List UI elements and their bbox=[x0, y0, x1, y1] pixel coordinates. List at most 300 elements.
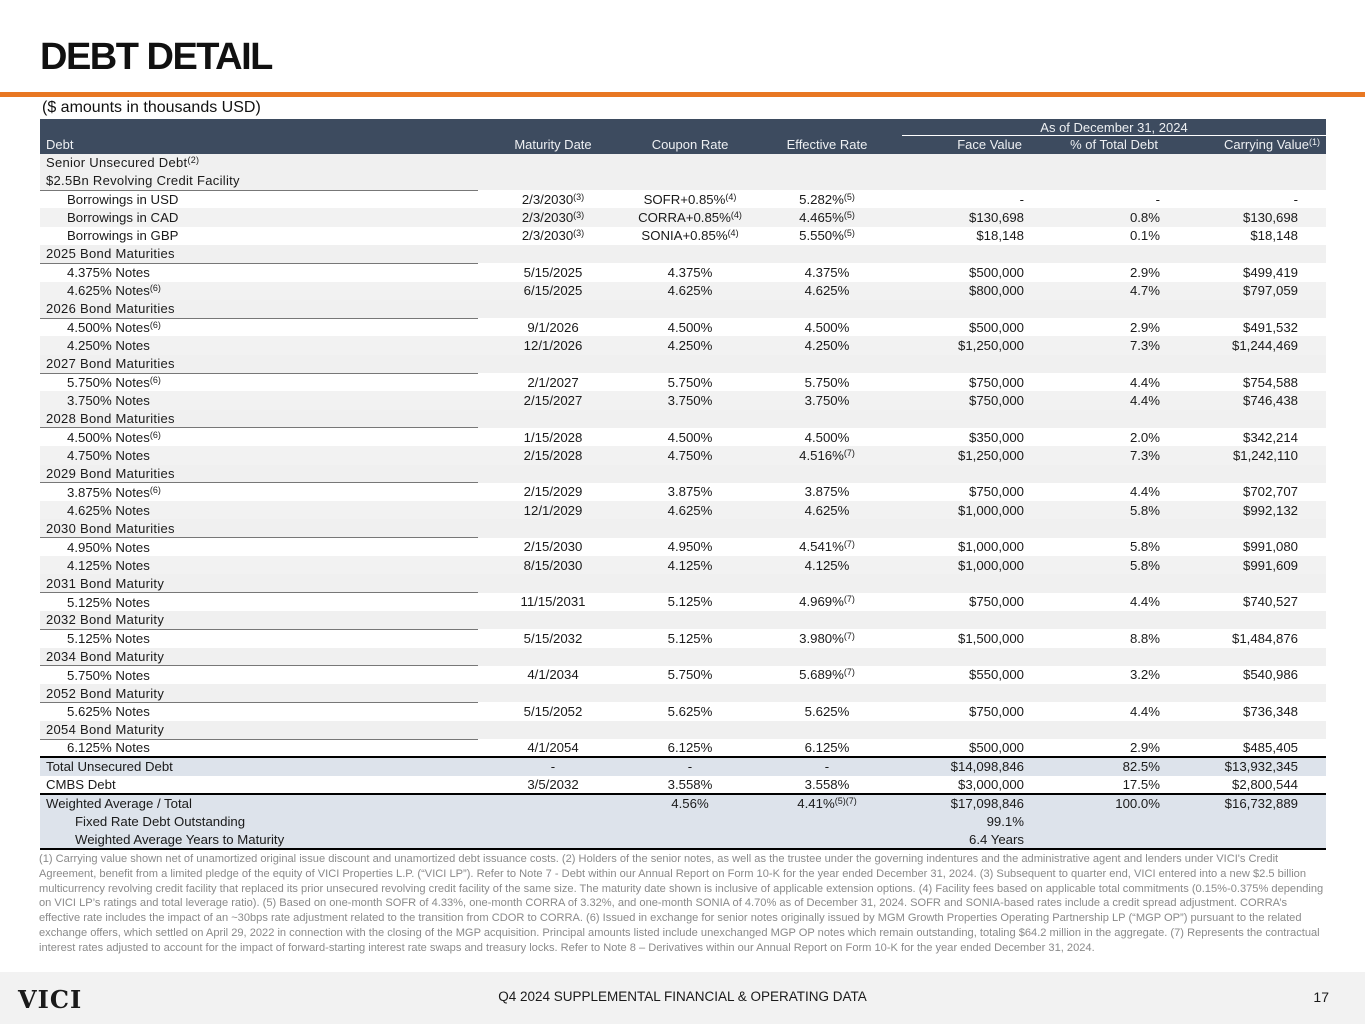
section-row bbox=[40, 648, 1326, 666]
debt-name-cell bbox=[40, 282, 478, 300]
effective-rate-cell bbox=[752, 519, 902, 537]
debt-name-cell bbox=[40, 172, 478, 190]
maturity-cell-text: 4/1/2034 bbox=[527, 667, 579, 683]
debt-name-cell-text: 4.375% Notes bbox=[67, 265, 150, 281]
coupon-cell-text: 5.125% bbox=[667, 594, 713, 610]
table-header bbox=[40, 119, 1326, 154]
debt-name-cell-text: Total Unsecured Debt bbox=[46, 759, 173, 775]
effective-rate-cell-text: 4.541% bbox=[799, 539, 844, 555]
debt-name-cell-text: $2.5Bn Revolving Credit Facility bbox=[46, 173, 240, 189]
pct-total-cell bbox=[1028, 263, 1164, 281]
maturity-cell-text: 6/15/2025 bbox=[523, 283, 583, 299]
maturity-cell bbox=[478, 190, 628, 208]
debt-name-cell bbox=[40, 336, 478, 354]
pct-total-cell-text: 3.2% bbox=[1129, 667, 1160, 683]
carrying-value-cell bbox=[1164, 428, 1326, 446]
pct-total-cell bbox=[1028, 629, 1164, 647]
pct-total-cell bbox=[1028, 538, 1164, 556]
debt-name-cell-text: Borrowings in CAD bbox=[67, 210, 179, 226]
footnote-ref: (2) bbox=[187, 155, 200, 166]
maturity-cell-text: 2/1/2027 bbox=[527, 374, 579, 390]
face-value-cell bbox=[902, 208, 1028, 226]
carrying-value-cell-text: $1,242,110 bbox=[1232, 447, 1298, 463]
coupon-cell bbox=[628, 391, 752, 409]
pct-total-cell bbox=[1028, 830, 1164, 848]
effective-rate-cell bbox=[752, 154, 902, 172]
effective-rate-cell bbox=[752, 611, 902, 629]
debt-name-cell-text: 4.950% Notes bbox=[67, 539, 150, 555]
face-value-cell bbox=[902, 465, 1028, 483]
carrying-value-cell-text: $485,405 bbox=[1242, 740, 1298, 756]
face-value-cell bbox=[902, 190, 1028, 208]
face-value-cell bbox=[902, 794, 1028, 812]
carrying-value-cell bbox=[1164, 702, 1326, 720]
debt-name-cell-text: 2028 Bond Maturities bbox=[46, 411, 175, 427]
pct-total-cell bbox=[1028, 373, 1164, 391]
table-row bbox=[40, 428, 1326, 446]
maturity-cell bbox=[478, 519, 628, 537]
carrying-value-cell bbox=[1164, 812, 1326, 830]
coupon-cell-text: 4.500% bbox=[667, 319, 713, 335]
debt-name-cell bbox=[40, 629, 478, 647]
carrying-value-cell bbox=[1164, 410, 1326, 428]
debt-name-cell-text: 2027 Bond Maturities bbox=[46, 356, 175, 372]
effective-rate-cell bbox=[752, 666, 902, 684]
section-row bbox=[40, 574, 1326, 592]
carrying-value-cell-text: $13,932,345 bbox=[1224, 759, 1298, 775]
carrying-value-cell-text: - bbox=[1293, 191, 1298, 207]
carrying-value-cell-text: $991,080 bbox=[1242, 539, 1298, 555]
pct-total-cell bbox=[1028, 666, 1164, 684]
table-body bbox=[40, 154, 1326, 849]
coupon-cell-text: CORRA+0.85% bbox=[638, 210, 731, 226]
pct-total-cell bbox=[1028, 556, 1164, 574]
face-value-cell bbox=[902, 227, 1028, 245]
debt-name-cell bbox=[40, 611, 478, 629]
effective-rate-cell bbox=[752, 300, 902, 318]
table-row bbox=[40, 666, 1326, 684]
face-value-cell bbox=[902, 391, 1028, 409]
table-row bbox=[40, 739, 1326, 757]
pct-total-cell bbox=[1028, 648, 1164, 666]
pct-total-cell bbox=[1028, 172, 1164, 190]
footnotes: (1) Carrying value shown net of unamortized original issue discount and unamortized debt issuance costs. (2) Holders of the senior notes, as well as the trustee under the governing indentures and the administrative agent and lenders under VICI's Credit Agreement, benefit from a limited pledge of the equity of VICI Properties L.P. (“VICI LP”). Refer to Note 7 - Debt within our Annual Report on Form 10-K for the year ended December 31, 2024. (3) Subsequent to quarter end, VICI entered into a new $2.5 billion multicurrency revolving credit facility that replaced its prior unsecured revolving credit facility of the same size. The maturity date shown is inclusive of applicable extension options. (4) Facility fees based on applicable total commitments (0.15%-0.375% depending on VICI LP’s ratings and total leverage ratio). (5) Based on one-month SOFR of 4.33%, one-month CORRA of 3.32%, and one-month SONIA of 4.70% as of December 31, 2024. SOFR and SONIA-based rates include a credit spread adjustment. CORRA’s effective rate includes the impact of an ~30bps rate adjustment related to the transition from CDOR to CORRA. (6) Issued in exchange for senior notes originally issued by MGM Growth Properties Operating Partnership LP (“MGP OP”) pursuant to the related exchange offers, which settled on April 29, 2022 in connection with the closing of the MGP acquisition. Principal amounts listed include unexchanged MGP OP notes which remain outstanding, totaling $64.2 million in the aggregate. (7) Represents the contractual interest rates adjusted to account for the impact of forward-starting interest rate swaps and treasury locks. Refer to Note 8 – Derivatives within our Annual Report on Form 10-K for the year ended December 31, 2024. bbox=[39, 853, 1324, 954]
carrying-value-cell-text: $1,484,876 bbox=[1231, 630, 1298, 646]
debt-name-cell bbox=[40, 794, 478, 812]
face-value-cell bbox=[902, 446, 1028, 464]
pct-total-cell bbox=[1028, 300, 1164, 318]
debt-name-cell-text: 5.625% Notes bbox=[67, 704, 150, 720]
effective-rate-cell bbox=[752, 245, 902, 263]
coupon-cell bbox=[628, 538, 752, 556]
effective-rate-cell bbox=[752, 483, 902, 501]
carrying-value-cell bbox=[1164, 318, 1326, 336]
footnote-ref: (3) bbox=[573, 228, 585, 239]
effective-rate-cell bbox=[752, 172, 902, 190]
maturity-cell bbox=[478, 428, 628, 446]
carrying-value-cell bbox=[1164, 629, 1326, 647]
maturity-cell-text: 8/15/2030 bbox=[523, 557, 583, 573]
pct-total-cell bbox=[1028, 483, 1164, 501]
debt-name-cell bbox=[40, 428, 478, 446]
coupon-cell-text: SOFR+0.85% bbox=[643, 191, 726, 207]
effective-rate-cell bbox=[752, 373, 902, 391]
face-value-cell-text: $17,098,846 bbox=[950, 796, 1024, 812]
effective-rate-cell-text: 5.689% bbox=[799, 667, 844, 683]
table-row bbox=[40, 227, 1326, 245]
face-value-cell-text: $1,250,000 bbox=[957, 447, 1024, 463]
debt-name-cell-text: 2026 Bond Maturities bbox=[46, 301, 175, 317]
face-value-cell-text: 99.1% bbox=[986, 813, 1024, 829]
carrying-value-cell-text: $1,244,469 bbox=[1231, 338, 1298, 354]
debt-table-container bbox=[40, 119, 1326, 850]
debt-name-cell bbox=[40, 830, 478, 848]
coupon-cell bbox=[628, 721, 752, 739]
debt-name-cell bbox=[40, 245, 478, 263]
cmbs-row bbox=[40, 776, 1326, 794]
debt-name-cell-text: 4.625% Notes bbox=[67, 283, 150, 299]
pct-total-cell bbox=[1028, 208, 1164, 226]
pct-total-cell bbox=[1028, 154, 1164, 172]
maturity-cell bbox=[478, 154, 628, 172]
pct-total-cell-text: 4.4% bbox=[1129, 594, 1160, 610]
carrying-value-cell-text: $491,532 bbox=[1242, 319, 1298, 335]
face-value-cell-text: $350,000 bbox=[968, 429, 1024, 445]
table-row bbox=[40, 190, 1326, 208]
effective-rate-cell bbox=[752, 593, 902, 611]
face-value-cell-text: $14,098,846 bbox=[950, 759, 1024, 775]
coupon-cell bbox=[628, 227, 752, 245]
pct-total-cell-text: 2.9% bbox=[1129, 740, 1160, 756]
pct-total-cell-text: 0.1% bbox=[1129, 228, 1160, 244]
footnote-ref: (7) bbox=[843, 447, 855, 458]
debt-name-cell bbox=[40, 465, 478, 483]
pct-total-cell-text: 17.5% bbox=[1122, 776, 1160, 792]
debt-name-cell bbox=[40, 593, 478, 611]
table-row bbox=[40, 373, 1326, 391]
face-value-cell bbox=[902, 648, 1028, 666]
maturity-cell-text: - bbox=[550, 759, 556, 775]
carrying-value-cell-text: $342,214 bbox=[1242, 429, 1298, 445]
face-value-cell-text: $750,000 bbox=[968, 374, 1024, 390]
weighted-average-subrow bbox=[40, 812, 1326, 830]
table-row bbox=[40, 501, 1326, 519]
maturity-cell-text: 2/3/2030 bbox=[521, 191, 574, 207]
carrying-value-cell-text: $746,438 bbox=[1242, 393, 1298, 408]
pct-total-cell bbox=[1028, 593, 1164, 611]
face-value-cell-text: - bbox=[1019, 191, 1024, 207]
table-row bbox=[40, 483, 1326, 501]
coupon-cell bbox=[628, 684, 752, 702]
coupon-cell-text: 4.125% bbox=[667, 557, 713, 573]
footnote-ref: (5) bbox=[843, 191, 855, 202]
page-title: DEBT DETAIL bbox=[40, 36, 272, 78]
effective-rate-cell-text: 5.282% bbox=[799, 191, 844, 207]
coupon-cell bbox=[628, 574, 752, 592]
effective-rate-cell bbox=[752, 446, 902, 464]
maturity-cell bbox=[478, 702, 628, 720]
coupon-cell-text: 4.750% bbox=[667, 447, 713, 463]
footer-title: Q4 2024 SUPPLEMENTAL FINANCIAL & OPERATING DATA bbox=[498, 989, 867, 1004]
carrying-value-cell bbox=[1164, 446, 1326, 464]
maturity-cell bbox=[478, 501, 628, 519]
face-value-cell-text: $550,000 bbox=[968, 667, 1024, 683]
maturity-cell bbox=[478, 282, 628, 300]
debt-name-cell bbox=[40, 556, 478, 574]
carrying-value-cell-text: $991,609 bbox=[1242, 557, 1298, 573]
maturity-cell bbox=[478, 336, 628, 354]
pct-total-cell-text: 5.8% bbox=[1129, 539, 1160, 555]
table-row bbox=[40, 336, 1326, 354]
effective-rate-cell-text: - bbox=[824, 759, 830, 775]
pct-total-cell-text: 7.3% bbox=[1129, 447, 1160, 463]
face-value-cell bbox=[902, 739, 1028, 757]
debt-name-cell bbox=[40, 684, 478, 702]
effective-rate-cell bbox=[752, 629, 902, 647]
pct-total-cell-text: 2.0% bbox=[1129, 429, 1160, 445]
carrying-value-cell bbox=[1164, 721, 1326, 739]
coupon-cell bbox=[628, 483, 752, 501]
effective-rate-cell bbox=[752, 556, 902, 574]
maturity-cell bbox=[478, 410, 628, 428]
section-row bbox=[40, 154, 1326, 172]
section-row bbox=[40, 465, 1326, 483]
maturity-cell-text: 5/15/2052 bbox=[523, 704, 583, 720]
debt-name-cell-text: Borrowings in USD bbox=[67, 191, 179, 207]
debt-name-cell-text: 2025 Bond Maturities bbox=[46, 246, 175, 262]
effective-rate-cell bbox=[752, 574, 902, 592]
face-value-cell bbox=[902, 556, 1028, 574]
section-row bbox=[40, 611, 1326, 629]
face-value-cell-text: $1,500,000 bbox=[957, 630, 1024, 646]
effective-rate-cell-text: 5.550% bbox=[799, 228, 844, 244]
effective-rate-cell bbox=[752, 538, 902, 556]
pct-total-cell bbox=[1028, 465, 1164, 483]
carrying-value-cell bbox=[1164, 519, 1326, 537]
face-value-cell-text: $1,000,000 bbox=[957, 502, 1024, 518]
carrying-value-cell-text: $736,348 bbox=[1242, 704, 1298, 720]
debt-name-cell bbox=[40, 648, 478, 666]
debt-name-cell bbox=[40, 300, 478, 318]
coupon-cell-text: 4.500% bbox=[667, 429, 713, 445]
carrying-value-cell bbox=[1164, 574, 1326, 592]
section-row bbox=[40, 300, 1326, 318]
maturity-cell bbox=[478, 300, 628, 318]
effective-rate-cell bbox=[752, 227, 902, 245]
table-row bbox=[40, 318, 1326, 336]
carrying-value-cell-text: $754,588 bbox=[1242, 374, 1298, 390]
weighted-average-row bbox=[40, 794, 1326, 812]
pct-total-cell bbox=[1028, 227, 1164, 245]
section-row bbox=[40, 245, 1326, 263]
pct-total-cell bbox=[1028, 190, 1164, 208]
effective-rate-cell-text: 6.125% bbox=[804, 740, 850, 756]
pct-total-cell-text: 8.8% bbox=[1129, 630, 1160, 646]
footnote-ref: (5)(7) bbox=[834, 796, 857, 807]
pct-total-cell-text: 82.5% bbox=[1122, 759, 1160, 775]
maturity-cell-text: 5/15/2025 bbox=[523, 264, 583, 280]
pct-total-cell bbox=[1028, 318, 1164, 336]
effective-rate-cell bbox=[752, 263, 902, 281]
maturity-cell-text: 1/15/2028 bbox=[523, 429, 583, 445]
carrying-value-cell-text: $499,419 bbox=[1242, 264, 1298, 280]
face-value-cell-text: $750,000 bbox=[968, 594, 1024, 610]
carrying-value-cell-text: $130,698 bbox=[1242, 210, 1298, 226]
weighted-average-subrow bbox=[40, 830, 1326, 848]
coupon-cell bbox=[628, 336, 752, 354]
maturity-cell bbox=[478, 373, 628, 391]
col-header-coupon: Coupon Rate bbox=[628, 136, 752, 154]
debt-name-cell-text: 4.125% Notes bbox=[67, 557, 150, 573]
maturity-cell-text: 2/3/2030 bbox=[521, 210, 574, 226]
carrying-value-cell bbox=[1164, 757, 1326, 775]
debt-name-cell bbox=[40, 391, 478, 409]
coupon-cell bbox=[628, 465, 752, 483]
coupon-cell bbox=[628, 282, 752, 300]
pct-total-cell bbox=[1028, 702, 1164, 720]
effective-rate-cell bbox=[752, 428, 902, 446]
debt-name-cell-text: Borrowings in GBP bbox=[67, 228, 179, 244]
effective-rate-cell-text: 3.750% bbox=[804, 393, 850, 408]
debt-name-cell bbox=[40, 208, 478, 226]
maturity-cell bbox=[478, 666, 628, 684]
debt-name-cell bbox=[40, 483, 478, 501]
maturity-cell-text: 11/15/2031 bbox=[520, 594, 586, 610]
effective-rate-cell bbox=[752, 190, 902, 208]
face-value-cell bbox=[902, 593, 1028, 611]
debt-name-cell bbox=[40, 519, 478, 537]
pct-total-cell bbox=[1028, 721, 1164, 739]
coupon-cell bbox=[628, 556, 752, 574]
face-value-cell-text: $500,000 bbox=[968, 264, 1024, 280]
debt-name-cell bbox=[40, 263, 478, 281]
face-value-cell bbox=[902, 318, 1028, 336]
carrying-value-cell bbox=[1164, 794, 1326, 812]
debt-name-cell bbox=[40, 721, 478, 739]
coupon-cell bbox=[628, 446, 752, 464]
coupon-cell bbox=[628, 611, 752, 629]
maturity-cell bbox=[478, 794, 628, 812]
footnote-ref: (4) bbox=[730, 210, 742, 221]
debt-name-cell-text: 2052 Bond Maturity bbox=[46, 685, 165, 701]
maturity-cell bbox=[478, 227, 628, 245]
coupon-cell bbox=[628, 154, 752, 172]
pct-total-cell bbox=[1028, 446, 1164, 464]
coupon-cell bbox=[628, 666, 752, 684]
coupon-cell-text: 5.750% bbox=[667, 374, 713, 390]
col-header-pct: % of Total Debt bbox=[1028, 136, 1164, 154]
maturity-cell bbox=[478, 830, 628, 848]
carrying-value-cell bbox=[1164, 282, 1326, 300]
table-row bbox=[40, 391, 1326, 409]
carrying-value-cell bbox=[1164, 648, 1326, 666]
carrying-value-cell bbox=[1164, 483, 1326, 501]
table-row bbox=[40, 263, 1326, 281]
coupon-cell bbox=[628, 812, 752, 830]
pct-total-cell-text: 0.8% bbox=[1129, 210, 1160, 226]
face-value-cell bbox=[902, 776, 1028, 794]
col-header-maturity: Maturity Date bbox=[478, 136, 628, 154]
carrying-value-cell-text: $16,732,889 bbox=[1224, 796, 1298, 812]
face-value-cell bbox=[902, 702, 1028, 720]
face-value-cell bbox=[902, 300, 1028, 318]
carrying-value-cell bbox=[1164, 245, 1326, 263]
maturity-cell-text: 9/1/2026 bbox=[527, 319, 579, 335]
carrying-value-cell-text: $18,148 bbox=[1250, 228, 1298, 244]
carrying-value-cell bbox=[1164, 666, 1326, 684]
pct-total-cell bbox=[1028, 739, 1164, 757]
debt-name-cell bbox=[40, 446, 478, 464]
debt-name-cell-text: 3.875% Notes bbox=[67, 484, 150, 500]
effective-rate-cell-text: 3.980% bbox=[799, 630, 844, 646]
face-value-cell bbox=[902, 574, 1028, 592]
maturity-cell bbox=[478, 355, 628, 373]
coupon-cell-text: SONIA+0.85% bbox=[641, 228, 728, 244]
face-value-cell bbox=[902, 721, 1028, 739]
face-value-cell-text: $130,698 bbox=[968, 210, 1024, 226]
section-row bbox=[40, 172, 1326, 190]
face-value-cell bbox=[902, 538, 1028, 556]
effective-rate-cell-text: 4.500% bbox=[804, 319, 850, 335]
carrying-value-cell bbox=[1164, 830, 1326, 848]
col-header-effective: Effective Rate bbox=[752, 136, 902, 154]
carrying-value-cell bbox=[1164, 538, 1326, 556]
effective-rate-cell-text: 4.516% bbox=[799, 447, 844, 463]
carrying-value-cell-text: $992,132 bbox=[1242, 502, 1298, 518]
coupon-cell-text: 3.875% bbox=[667, 484, 713, 500]
face-value-cell bbox=[902, 154, 1028, 172]
face-value-cell-text: $750,000 bbox=[968, 484, 1024, 500]
face-value-cell-text: $500,000 bbox=[968, 740, 1024, 756]
face-value-cell-text: $750,000 bbox=[968, 704, 1024, 720]
maturity-cell bbox=[478, 739, 628, 757]
effective-rate-cell bbox=[752, 391, 902, 409]
debt-name-cell-text: 4.750% Notes bbox=[67, 447, 150, 463]
debt-name-cell-text: 5.125% Notes bbox=[67, 594, 150, 610]
effective-rate-cell bbox=[752, 648, 902, 666]
coupon-cell bbox=[628, 739, 752, 757]
pct-total-cell-text: 100.0% bbox=[1115, 796, 1160, 812]
footnote-ref: (6) bbox=[149, 283, 161, 294]
effective-rate-cell-text: 5.750% bbox=[804, 374, 850, 390]
maturity-cell-text: 2/15/2029 bbox=[523, 484, 583, 500]
effective-rate-cell bbox=[752, 355, 902, 373]
carrying-value-cell bbox=[1164, 611, 1326, 629]
effective-rate-cell-text: 3.875% bbox=[804, 484, 850, 500]
pct-total-cell bbox=[1028, 428, 1164, 446]
pct-total-cell-text: 5.8% bbox=[1129, 557, 1160, 573]
effective-rate-cell bbox=[752, 501, 902, 519]
effective-rate-cell bbox=[752, 465, 902, 483]
face-value-cell-text: $800,000 bbox=[968, 283, 1024, 299]
coupon-cell bbox=[628, 794, 752, 812]
effective-rate-cell bbox=[752, 794, 902, 812]
coupon-cell bbox=[628, 830, 752, 848]
face-value-cell bbox=[902, 611, 1028, 629]
pct-total-cell bbox=[1028, 812, 1164, 830]
pct-total-cell-text: - bbox=[1155, 191, 1160, 207]
coupon-cell bbox=[628, 702, 752, 720]
effective-rate-cell bbox=[752, 684, 902, 702]
effective-rate-cell bbox=[752, 739, 902, 757]
pct-total-cell bbox=[1028, 410, 1164, 428]
debt-name-cell-text: Weighted Average Years to Maturity bbox=[75, 831, 285, 847]
coupon-cell bbox=[628, 300, 752, 318]
maturity-cell-text: 2/15/2028 bbox=[523, 447, 583, 463]
face-value-cell bbox=[902, 410, 1028, 428]
effective-rate-cell bbox=[752, 410, 902, 428]
table-row bbox=[40, 538, 1326, 556]
